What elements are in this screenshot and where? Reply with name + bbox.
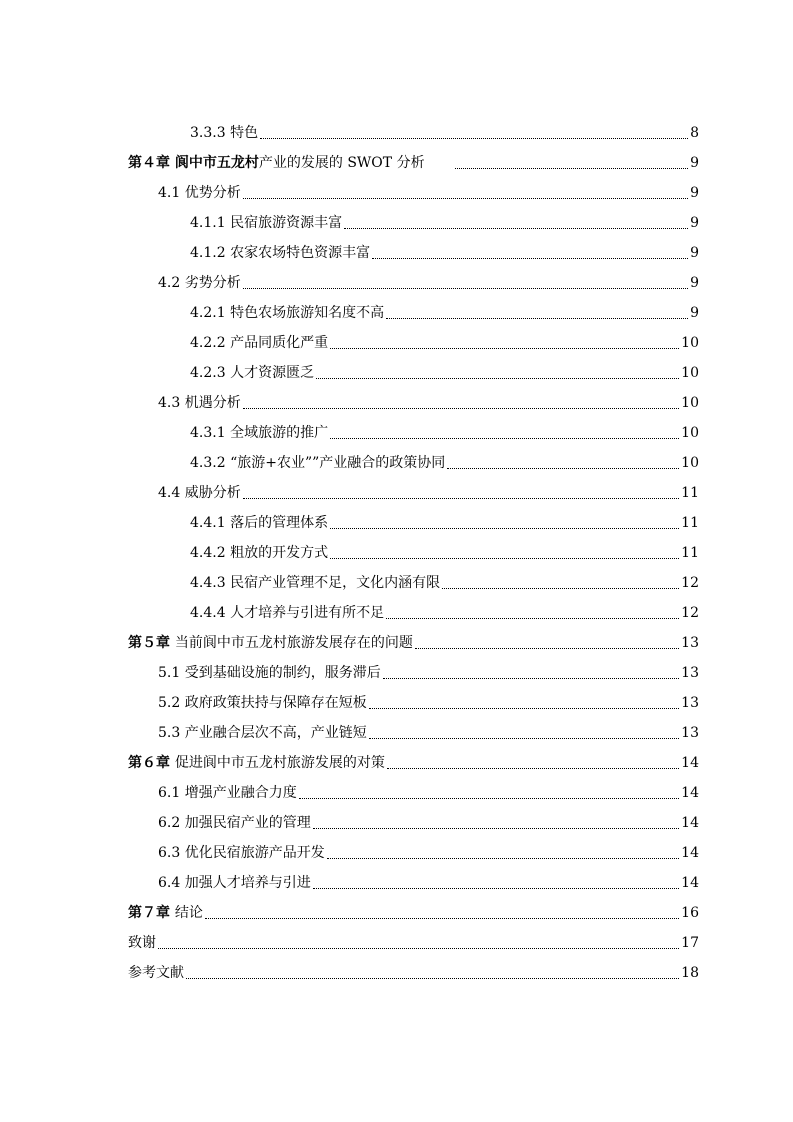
toc-page-number: 14 xyxy=(681,755,699,771)
toc-page-number: 12 xyxy=(681,575,699,591)
toc-title: 促进阆中市五龙村旅游发展的对策 xyxy=(174,755,385,771)
toc-title: 粗放的开发方式 xyxy=(230,545,329,561)
toc-page-number: 11 xyxy=(681,515,699,531)
toc-title: 致谢 xyxy=(128,935,156,951)
toc-page-number: 9 xyxy=(690,215,699,231)
toc-number: 4.1.1 xyxy=(190,215,231,231)
toc-entry-4-2-3[interactable] xyxy=(190,358,699,382)
toc-number: 4.3 xyxy=(158,395,185,411)
toc-title: 农家农场特色资源丰富 xyxy=(230,245,371,261)
toc-entry-4-1-2[interactable] xyxy=(190,238,699,262)
toc-number: 6.3 xyxy=(158,845,185,861)
toc-leader-dots xyxy=(186,977,679,979)
toc-leader-dots xyxy=(442,587,679,589)
toc-page-number: 10 xyxy=(681,335,699,351)
toc-page-number: 9 xyxy=(690,275,699,291)
toc-title: 人才培养与引进有所不足 xyxy=(230,605,385,621)
toc-number: 6.4 xyxy=(158,875,185,891)
toc-title: 参考文献 xyxy=(128,965,184,981)
toc-number: 第４章 xyxy=(128,155,175,171)
toc-title: 产业融合层次不高，产业链短 xyxy=(184,725,367,741)
toc-title-bold: 阆中市五龙村 xyxy=(174,155,259,171)
toc-title: 特色 xyxy=(230,125,259,141)
toc-entry-chapter-5[interactable] xyxy=(128,628,699,652)
toc-leader-dots xyxy=(205,917,679,919)
toc-title: 产业的发展的 SWOT 分析 xyxy=(258,155,425,171)
toc-page-number: 11 xyxy=(681,485,699,501)
toc-number: 4.1.2 xyxy=(190,245,231,261)
toc-leader-dots xyxy=(313,887,679,889)
toc-number: 4.2.3 xyxy=(190,365,231,381)
toc-page-number: 9 xyxy=(690,245,699,261)
toc-leader-dots xyxy=(316,377,679,379)
toc-entry-4-1[interactable] xyxy=(158,178,699,202)
toc-leader-dots xyxy=(330,347,679,349)
toc-number: 4.2 xyxy=(158,275,185,291)
toc-leader-dots xyxy=(383,677,679,679)
toc-entry-4-4-3[interactable] xyxy=(190,568,699,592)
toc-title: 当前阆中市五龙村旅游发展存在的问题 xyxy=(174,635,413,651)
toc-page-number: 11 xyxy=(681,545,699,561)
toc-leader-dots xyxy=(386,317,688,319)
toc-title: 人才资源匮乏 xyxy=(230,365,315,381)
toc-number: 4.1 xyxy=(158,185,185,201)
toc-leader-dots xyxy=(158,947,679,949)
toc-entry-references[interactable] xyxy=(128,958,699,982)
toc-title: 结论 xyxy=(174,905,203,921)
toc-title: 优势分析 xyxy=(184,185,241,201)
toc-entry-6-3[interactable] xyxy=(158,838,699,862)
toc-entry-6-4[interactable] xyxy=(158,868,699,892)
toc-page-number: 10 xyxy=(681,455,699,471)
toc-title: 增强产业融合力度 xyxy=(184,785,297,801)
toc-page-number: 13 xyxy=(681,695,699,711)
toc-leader-dots xyxy=(243,497,679,499)
toc-title: 产品同质化严重 xyxy=(230,335,329,351)
toc-title: 机遇分析 xyxy=(184,395,241,411)
toc-title: 民宿旅游资源丰富 xyxy=(230,215,343,231)
toc-number: 第７章 xyxy=(128,905,175,921)
toc-page-number: 16 xyxy=(681,905,699,921)
toc-leader-dots xyxy=(243,197,688,199)
toc-page-number: 14 xyxy=(681,785,699,801)
toc-number: 5.2 xyxy=(158,695,185,711)
toc-page-number: 14 xyxy=(681,875,699,891)
toc-page-number: 14 xyxy=(681,845,699,861)
toc-page-number: 14 xyxy=(681,815,699,831)
toc-number: 6.2 xyxy=(158,815,185,831)
toc-number: 5.3 xyxy=(158,725,185,741)
toc-leader-dots xyxy=(243,287,688,289)
toc-leader-dots xyxy=(260,137,688,139)
toc-page-number: 8 xyxy=(690,125,699,141)
toc-entry-4-4[interactable] xyxy=(158,478,699,502)
toc-entry-6-1[interactable] xyxy=(158,778,699,802)
toc-title: “旅游+农业””产业融合的政策协同 xyxy=(230,455,446,471)
toc-number: 4.4.4 xyxy=(190,605,231,621)
toc-page-number: 9 xyxy=(690,185,699,201)
toc-entry-chapter-4[interactable] xyxy=(128,148,699,172)
toc-entry-3-3-3[interactable] xyxy=(190,118,699,142)
toc-entry-4-3[interactable] xyxy=(158,388,699,412)
toc-title: 政府政策扶持与保障存在短板 xyxy=(184,695,367,711)
toc-entry-4-2[interactable] xyxy=(158,268,699,292)
toc-number: 4.2.1 xyxy=(190,305,231,321)
toc-entry-5-1[interactable] xyxy=(158,658,699,682)
toc-page-number: 18 xyxy=(681,965,699,981)
toc-number: 4.4.2 xyxy=(190,545,231,561)
toc-entry-4-1-1[interactable] xyxy=(190,208,699,232)
toc-entry-4-2-1[interactable] xyxy=(190,298,699,322)
toc-leader-dots xyxy=(330,527,679,529)
toc-leader-dots xyxy=(313,827,679,829)
toc-title: 全域旅游的推广 xyxy=(230,425,329,441)
toc-number: 4.4.1 xyxy=(190,515,231,531)
toc-leader-dots xyxy=(447,467,679,469)
toc-leader-dots xyxy=(415,647,679,649)
toc-leader-dots xyxy=(243,407,679,409)
toc-number: 4.4.3 xyxy=(190,575,231,591)
toc-number: 3.3.3 xyxy=(190,125,231,141)
toc-entry-4-4-1[interactable] xyxy=(190,508,699,532)
toc-title: 受到基础设施的制约，服务滞后 xyxy=(184,665,381,681)
toc-page-number: 9 xyxy=(690,155,699,171)
toc-title: 特色农场旅游知名度不高 xyxy=(230,305,385,321)
toc-entry-4-3-1[interactable] xyxy=(190,418,699,442)
toc-page-number: 13 xyxy=(681,635,699,651)
toc-entry-6-2[interactable] xyxy=(158,808,699,832)
toc-title: 民宿产业管理不足，文化内涵有限 xyxy=(230,575,441,591)
toc-entry-chapter-6[interactable] xyxy=(128,748,699,772)
toc-leader-dots xyxy=(387,767,679,769)
toc-leader-dots xyxy=(386,617,679,619)
toc-title: 威胁分析 xyxy=(184,485,241,501)
toc-number: 第５章 xyxy=(128,635,175,651)
toc-page-number: 17 xyxy=(681,935,699,951)
toc-title: 加强人才培养与引进 xyxy=(184,875,311,891)
toc-page-number: 13 xyxy=(681,725,699,741)
toc-page-number: 13 xyxy=(681,665,699,681)
toc-leader-dots xyxy=(344,227,688,229)
toc-number: 4.3.2 xyxy=(190,455,231,471)
toc-entry-5-3[interactable] xyxy=(158,718,699,742)
toc-entry-4-2-2[interactable] xyxy=(190,328,699,352)
toc-leader-dots xyxy=(369,737,679,739)
toc-leader-dots xyxy=(455,167,689,169)
toc-title: 落后的管理体系 xyxy=(230,515,329,531)
toc-leader-dots xyxy=(372,257,688,259)
toc-title: 优化民宿旅游产品开发 xyxy=(184,845,325,861)
toc-entry-4-4-4[interactable] xyxy=(190,598,699,622)
toc-entry-acknowledgements[interactable] xyxy=(128,928,699,952)
toc-page-number: 10 xyxy=(681,365,699,381)
toc-entry-4-4-2[interactable] xyxy=(190,538,699,562)
toc-leader-dots xyxy=(369,707,679,709)
toc-number: 4.4 xyxy=(158,485,185,501)
toc-number: 4.2.2 xyxy=(190,335,231,351)
toc-leader-dots xyxy=(299,797,679,799)
toc-page-number: 12 xyxy=(681,605,699,621)
toc-page-number: 10 xyxy=(681,425,699,441)
toc-title: 劣势分析 xyxy=(184,275,241,291)
toc-leader-dots xyxy=(330,557,679,559)
toc-page-number: 9 xyxy=(690,305,699,321)
toc-number: 第６章 xyxy=(128,755,175,771)
toc-leader-dots xyxy=(327,857,679,859)
toc-leader-dots xyxy=(330,437,679,439)
toc-title: 加强民宿产业的管理 xyxy=(184,815,311,831)
toc-entry-4-3-2[interactable] xyxy=(190,448,699,472)
toc-number: 6.1 xyxy=(158,785,185,801)
toc-entry-chapter-7[interactable] xyxy=(128,898,699,922)
toc-page-number: 10 xyxy=(681,395,699,411)
toc-entry-5-2[interactable] xyxy=(158,688,699,712)
toc-number: 4.3.1 xyxy=(190,425,231,441)
toc-number: 5.1 xyxy=(158,665,185,681)
